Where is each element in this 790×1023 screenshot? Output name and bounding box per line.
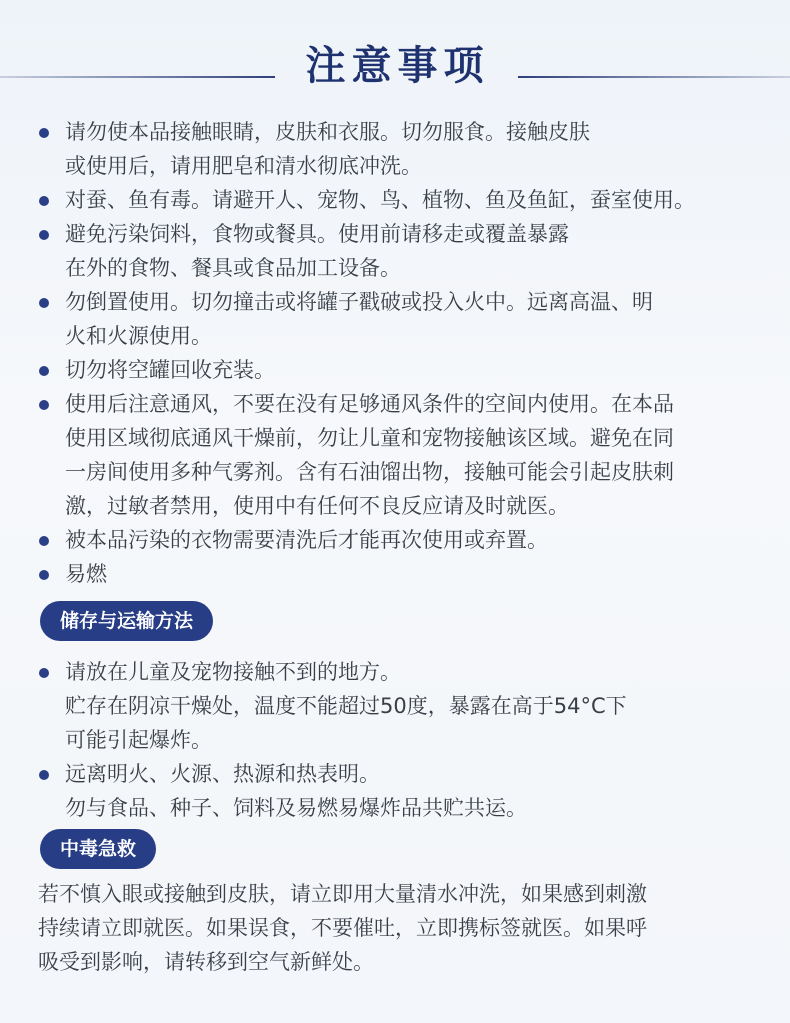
list-item	[0, 387, 790, 523]
list-item-text: 使用后注意通风，不要在没有足够通风条件的空间内使用。在本品	[65, 392, 674, 416]
first-aid-paragraph	[38, 877, 768, 979]
list-item-text: 激，过敏者禁用，使用中有任何不良反应请及时就医。	[65, 494, 569, 518]
list-item-text: 请勿使本品接触眼睛，皮肤和衣服。切勿服食。接触皮肤	[65, 120, 590, 144]
list-item	[0, 115, 790, 183]
list-item-text: 对蚕、鱼有毒。请避开人、宠物、鸟、植物、鱼及鱼缸，蚕室使用。	[65, 188, 695, 212]
bullet-dot	[39, 298, 49, 308]
bullet-dot	[39, 366, 49, 376]
page-title-bar	[0, 18, 790, 98]
first-aid-heading-badge: 中毒急救	[40, 829, 156, 869]
list-item-text: 或使用后，请用肥皂和清水彻底冲洗。	[65, 154, 422, 178]
bullet-dot	[39, 400, 49, 410]
bullet-dot	[39, 770, 49, 780]
list-item	[0, 557, 790, 591]
list-item-text: 远离明火、火源、热源和热表明。	[65, 762, 380, 786]
list-item-text: 火和火源使用。	[65, 324, 212, 348]
list-item	[0, 217, 790, 285]
bullet-dot	[39, 230, 49, 240]
bullet-dot	[39, 128, 49, 138]
list-item-text: 可能引起爆炸。	[65, 728, 212, 752]
bullet-dot	[39, 570, 49, 580]
storage-heading-badge: 储存与运输方法	[40, 601, 213, 641]
bullet-dot	[39, 668, 49, 678]
list-item-text: 勿倒置使用。切勿撞击或将罐子戳破或投入火中。远离高温、明	[65, 290, 653, 314]
paragraph-line: 若不慎入眼或接触到皮肤，请立即用大量清水冲洗，如果感到刺激	[38, 882, 647, 906]
cautions-list	[0, 115, 790, 591]
list-item-text: 在外的食物、餐具或食品加工设备。	[65, 256, 401, 280]
bullet-dot	[39, 536, 49, 546]
page-title: 注意事项	[305, 43, 490, 89]
list-item-text: 被本品污染的衣物需要清洗后才能再次使用或弃置。	[65, 528, 548, 552]
paragraph-line: 吸受到影响，请转移到空气新鲜处。	[38, 950, 374, 974]
list-item	[0, 523, 790, 557]
list-item	[0, 757, 790, 825]
list-item-text: 切勿将空罐回收充装。	[65, 358, 275, 382]
list-item-text: 使用区域彻底通风干燥前，勿让儿童和宠物接触该区域。避免在同	[65, 426, 674, 450]
list-item	[0, 353, 790, 387]
paragraph-line: 持续请立即就医。如果误食，不要催吐，立即携标签就医。如果呼	[38, 916, 647, 940]
list-item	[0, 285, 790, 353]
list-item-text: 请放在儿童及宠物接触不到的地方。	[65, 660, 401, 684]
list-item-text: 贮存在阴凉干燥处，温度不能超过50度，暴露在高于54°C下	[65, 694, 627, 718]
bullet-dot	[39, 196, 49, 206]
title-divider-left	[0, 76, 275, 78]
list-item-text: 一房间使用多种气雾剂。含有石油馏出物，接触可能会引起皮肤刺	[65, 460, 674, 484]
list-item-text: 易燃	[65, 562, 107, 586]
list-item-text: 避免污染饲料，食物或餐具。使用前请移走或覆盖暴露	[65, 222, 569, 246]
list-item-text: 勿与食品、种子、饲料及易燃易爆炸品共贮共运。	[65, 796, 527, 820]
storage-list	[0, 655, 790, 825]
title-divider-right	[518, 76, 790, 78]
list-item	[0, 183, 790, 217]
list-item	[0, 655, 790, 757]
